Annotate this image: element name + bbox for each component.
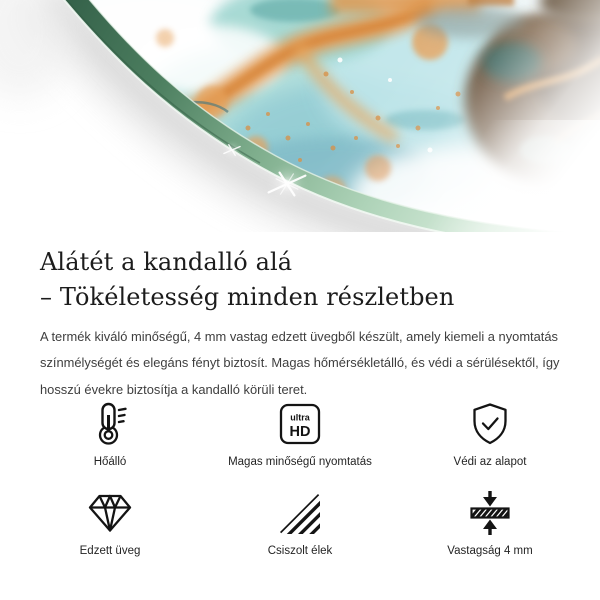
feature-grid <box>15 400 585 558</box>
feature-label: Vastagság 4 mm <box>447 545 533 557</box>
thermometer-icon <box>86 400 134 448</box>
feature-heat-resistant <box>15 400 205 469</box>
polished-edges-icon <box>276 489 324 537</box>
diamond-icon <box>86 489 134 537</box>
shield-check-icon <box>466 400 514 448</box>
feature-label: Hőálló <box>93 456 127 468</box>
title-line-2: – Tökéletesség minden részletben <box>40 283 455 312</box>
feature-label: Edzett üveg <box>79 545 141 557</box>
ultra-hd-text-bottom: HD <box>289 424 311 440</box>
title-line-1: Alátét a kandalló alá <box>40 248 293 277</box>
feature-label: Magas minőségű nyomtatás <box>228 456 372 468</box>
feature-label: Védi az alapot <box>453 456 527 468</box>
feature-protects-base <box>395 400 585 469</box>
feature-thickness <box>395 489 585 558</box>
product-hero-image <box>0 0 600 232</box>
product-description: A termék kiváló minőségű, 4 mm vastag edzett üvegből készült, amely kiemeli a nyomtatás színmélységét és elegáns fényt biztosít. Magas hőmérsékletálló, és védi a sérülésektől, így hosszú évekre biztosítja a kandalló körüli teret. <box>40 328 560 397</box>
feature-label: Csiszolt élek <box>267 545 333 557</box>
feature-polished-edges <box>205 489 395 558</box>
feature-ultra-hd-print <box>205 400 395 469</box>
feature-tempered-glass <box>15 489 205 558</box>
thickness-icon <box>466 489 514 537</box>
ultra-hd-icon <box>276 400 324 448</box>
hero-fade-overlay <box>380 120 600 232</box>
page-title <box>40 245 454 315</box>
ultra-hd-text-top: ultra <box>290 412 310 423</box>
glass-mat-illustration <box>0 0 600 232</box>
